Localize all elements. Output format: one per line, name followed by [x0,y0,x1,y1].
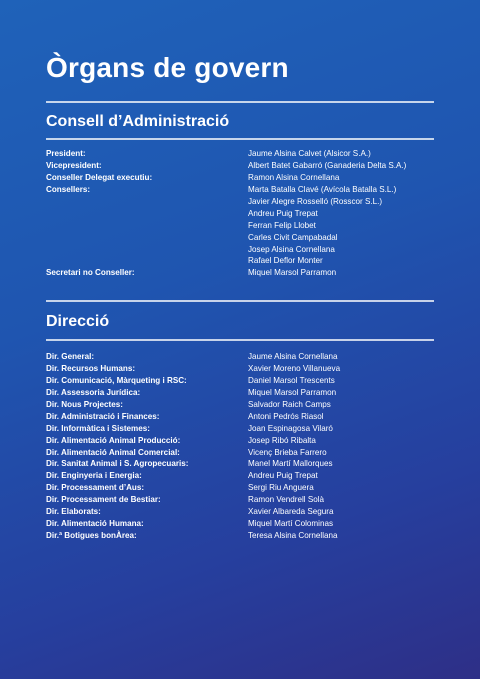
direction-role: Dir. Alimentació Humana: [46,519,144,529]
divider-board [46,138,434,140]
direction-row [46,470,446,482]
direction-row [46,482,446,494]
direction-row [46,399,446,411]
board-row [46,267,446,279]
direction-name: Salvador Raich Camps [248,399,331,409]
board-role: Consellers: [46,184,91,194]
direction-name: Xavier Moreno Villanueva [248,363,341,373]
direction-role: Dir. Assessoria Jurídica: [46,387,141,397]
board-role [46,255,248,267]
divider-title [46,101,434,103]
direction-name: Sergi Riu Anguera [248,483,314,493]
direction-row [46,387,446,399]
direction-row [46,423,446,435]
board-heading: Consell d’Administració [46,113,230,130]
direction-name: Joan Espinagosa Vilaró [248,423,333,433]
direction-row [46,411,446,423]
board-role [46,208,248,220]
direction-name: Teresa Alsina Cornellana [248,531,338,541]
direction-role: Dir. Recursos Humans: [46,363,136,373]
direction-role: Dir. Enginyeria i Energia: [46,471,142,481]
board-name: Miquel Marsol Parramon [248,268,337,278]
board-name: Ferran Felip Llobet [248,220,316,230]
direction-name: Josep Ribó Ribalta [248,435,316,445]
board-role [46,244,248,256]
direction-heading: Direcció [46,313,110,330]
board-role: President: [46,149,86,158]
direction-name: Manel Martí Mallorques [248,459,333,469]
direction-role: Dir. Processament de Bestiar: [46,495,161,505]
direction-role: Dir. Elaborats: [46,507,101,517]
direction-row [46,351,446,363]
board-row [46,208,446,220]
direction-row [46,363,446,375]
direction-name: Antoni Pedrós Riasol [248,411,324,421]
direction-row [46,375,446,387]
board-name: Rafael Deflor Monter [248,256,323,266]
direction-name: Andreu Puig Trepat [248,471,318,481]
direction-role: Dir. Alimentació Animal Comercial: [46,447,180,457]
direction-role: Dir.ª Botigues bonÀrea: [46,531,137,541]
board-role: Conseller Delegat executiu: [46,172,153,182]
board-row [46,255,446,267]
board-row [46,148,446,160]
direction-name: Vicenç Brieba Farrero [248,447,327,457]
board-row [46,244,446,256]
page-title: Òrgans de govern [46,52,289,83]
board-row [46,220,446,232]
board-name: Javier Alegre Rosselló (Rosscor S.L.) [248,196,383,206]
board-row [46,232,446,244]
direction-role: Dir. Nous Projectes: [46,399,123,409]
divider-board-end [46,300,434,302]
direction-row [46,435,446,447]
direction-role: Dir. General: [46,352,95,361]
direction-name: Daniel Marsol Trescents [248,375,335,385]
board-role: Secretari no Conseller: [46,268,135,278]
direction-role: Dir. Processament d’Aus: [46,483,145,493]
board-role [46,232,248,244]
direction-name: Ramon Vendrell Solà [248,495,325,505]
direction-role: Dir. Alimentació Animal Producció: [46,435,181,445]
board-name: Carles Civit Campabadal [248,232,338,242]
direction-row [46,458,446,470]
board-name: Albert Batet Gabarró (Ganaderia Delta S.A.) [248,160,407,170]
direction-role: Dir. Comunicació, Màrqueting i RSC: [46,375,187,385]
direction-row [46,530,446,542]
board-name: Jaume Alsina Calvet (Alsicor S.A.) [248,149,371,158]
board-role: Vicepresident: [46,160,102,170]
direction-row [46,447,446,459]
direction-role: Dir. Sanitat Animal i S. Agropecuaris: [46,459,189,469]
divider-direction [46,339,434,341]
direction-row [46,518,446,530]
board-row [46,196,446,208]
board-row [46,184,446,196]
direction-row [46,506,446,518]
board-list [46,148,446,279]
direction-role: Dir. Informàtica i Sistemes: [46,423,150,433]
direction-name: Xavier Albareda Segura [248,507,334,517]
board-name: Marta Batalla Clavé (Avícola Batalla S.L.) [248,184,397,194]
board-name: Andreu Puig Trepat [248,208,318,218]
board-row [46,172,446,184]
direction-row [46,494,446,506]
direction-name: Miquel Marsol Parramon [248,387,337,397]
board-role [46,196,248,208]
direction-list [46,351,446,542]
direction-name: Jaume Alsina Cornellana [248,352,338,361]
board-name: Ramon Alsina Cornellana [248,172,340,182]
board-role [46,220,248,232]
board-name: Josep Alsina Cornellana [248,244,335,254]
direction-name: Miquel Martí Colominas [248,519,334,529]
direction-role: Dir. Administració i Finances: [46,411,160,421]
board-row [46,160,446,172]
